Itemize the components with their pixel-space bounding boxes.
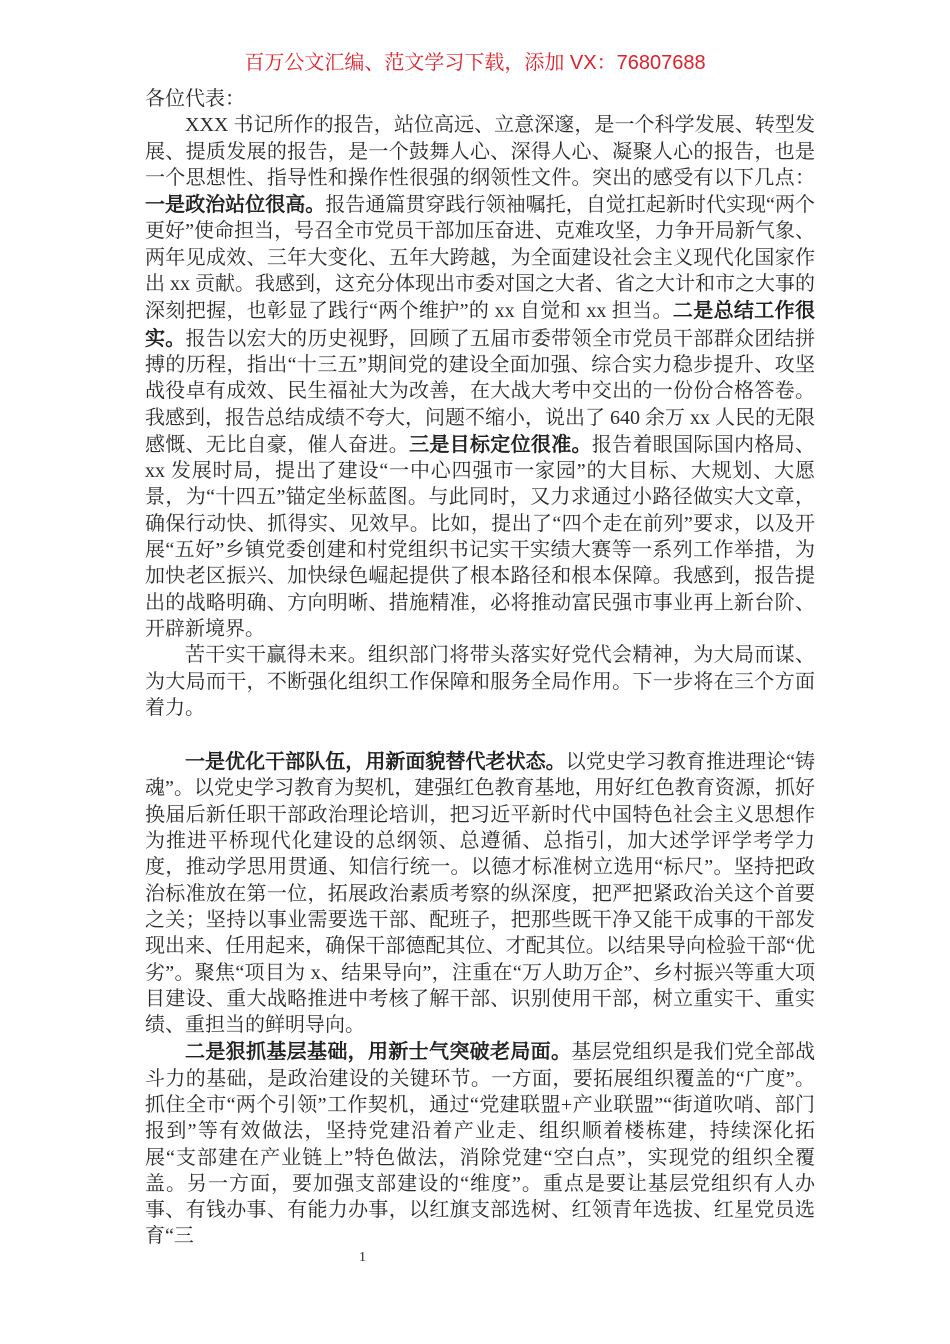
text: 基层党组织是我们党全部战斗力的基础，是政治建设的关键环节。一方面，要拓展组织覆盖的“广度”。抓住全市“两个引领”工作契机，通过“党建联盟+产业联盟”“街道吹哨、部门报到”等有效做法，坚持党建沿着产业走、组织顺着楼栋建，持续深化拓展“支部建在产业链上”特色做法，消除党建“空白点”，实现党的组织全覆盖。另一方面，要加强支部建设的“维度”。重点是要让基层党组织有人办事、有钱办事、有能力办事，以红旗支部选树、红领青年选拔、红星党员选育“三 (145, 1041, 816, 1248)
salutation: 各位代表： (145, 88, 245, 110)
page-number: 1 (359, 1250, 366, 1265)
text: 报告通篇贯穿践行领袖嘱托，自觉扛起新时代实现“两个更好”使命担当，号召全市党员干部加压奋进、克难攻坚，力争开局新气象、两年见成效、三年大变化、五年大跨越，为全面建设社会主义现代化国家作出 xx 贡献。我感到，这充分体现出市委对国之大者、省之大计和市之大事的深刻把握，也彰显了践行“两个维护”的 xx 自觉和 xx 担当。 (145, 194, 815, 323)
bold-point-3: 三是目标定位很准。 (409, 431, 592, 456)
text: 以党史学习教育推进理论“铸魂”。以党史学习教育为契机，建强红色教育基地，用好红色教育资源，抓好换届后新任职干部政治理论培训，把习近平新时代中国特色社会主义思想作为推进平桥现代化建设的总纲领、总遵循、总指引，加大述学评学考学力度，推动学思用贯通、知信行统一。以德才标准树立选用“标尺”。坚持把政治标准放在第一位，拓展政治素质考察的纵深度，把严把紧政治关这个首要之关；坚持以事业需要选干部、配班子，把那些既干净又能干成事的干部发现出来、任用起来，确保干部德配其位、才配其位。以结果导向检验干部“优劣”。聚焦“项目为 x、结果导向”，注重在“万人助万企”、乡村振兴等重大项目建设、重大战略推进中考核了解干部、识别使用干部，树立重实干、重实绩、重担当的鲜明导向。 (145, 751, 815, 1037)
bold-point-2: 二是总结工作很实。 (145, 298, 816, 350)
text: 报告以宏大的历史视野，回顾了五届市委带领全市党员干部群众团结拼搏的历程，指出“十三五”期间党的建设全面加强、综合实力稳步提升、攻坚战役卓有成效、民生福祉大为改善，在大战大考中交出的一份份合格答卷。我感到，报告总结成绩不夸大，问题不缩小，说出了 640 余万 xx 人民的无限感慨、无比自豪，催人奋进。 (145, 327, 815, 456)
paragraph-report-review (145, 112, 815, 642)
section-heading-1: 一是优化干部队伍，用新面貌替代老状态。 (185, 749, 566, 774)
watermark-banner: 百万公文汇编、范文学习下载，添加 VX：76807688 (244, 52, 706, 74)
paragraph-grassroots (145, 1038, 815, 1249)
paragraph-cadre-team (145, 748, 815, 1038)
bold-point-1: 一是政治站位很高。 (145, 192, 326, 217)
document-body (145, 86, 815, 1250)
text: 报告着眼国际国内格局、xx 发展时局，提出了建设“一中心四强市一家园”的大目标、大规划、大愿景，为“十四五”锚定坐标蓝图。与此同时，又力求通过小路径做实大文章，确保行动快、抓得实、见效早。比如，提出了“四个走在前列”要求，以及开展“五好”乡镇党委创建和村党组织书记实干实绩大赛等一系列工作举措，为加快老区振兴、加快绿色崛起提供了根本路径和根本保障。我感到，报告提出的战略明确、方向明晰、措施精准，必将推动富民强市事业再上新台阶、开辟新境界。 (145, 433, 815, 640)
section-heading-2: 二是狠抓基层基础，用新士气突破老局面。 (185, 1039, 572, 1064)
text: XXX 书记所作的报告，站位高远、立意深邃，是一个科学发展、转型发展、提质发展的报告，是一个鼓舞人心、深得人心、凝聚人心的报告，也是一个思想性、指导性和操作性很强的纲领性文件。突出的感受有以下几点： (145, 114, 815, 189)
paragraph-next-steps: 苦干实干赢得未来。组织部门将带头落实好党代会精神，为大局而谋、为大局而干，不断强化组织工作保障和服务全局作用。下一步将在三个方面着力。 (145, 644, 815, 719)
